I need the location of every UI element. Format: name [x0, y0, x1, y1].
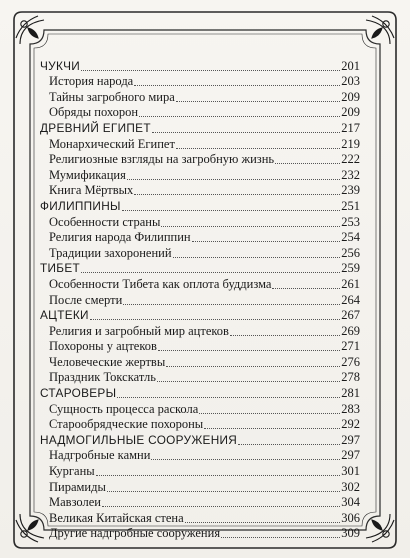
toc-entry-title: Старообрядческие похороны [49, 417, 204, 432]
toc-entry-title: Другие надгробные сооружения [49, 526, 221, 541]
toc-entry-title: Человеческие жертвы [49, 354, 166, 369]
toc-entry-title: Обряды похорон [49, 105, 139, 120]
toc-dot-leader [199, 413, 340, 414]
toc-dot-leader [161, 226, 340, 227]
toc-entry-row [40, 213, 360, 229]
toc-page-number: 297 [341, 432, 360, 447]
toc-entry-row [40, 509, 360, 525]
toc-section-title: ЧУКЧИ [40, 58, 81, 73]
toc-entry-title: Надгробные камни [49, 448, 151, 463]
toc-page-number: 269 [341, 323, 360, 338]
toc-page-number: 264 [341, 292, 360, 307]
toc-dot-leader [166, 366, 340, 367]
toc-page-number: 309 [341, 526, 360, 541]
toc-dot-leader [81, 70, 340, 71]
toc-entry-row [40, 166, 360, 182]
toc-entry-row [40, 244, 360, 260]
toc-dot-leader [152, 132, 340, 133]
toc-page-number: 239 [341, 183, 360, 198]
toc-dot-leader [107, 491, 340, 492]
toc-entry-title: Монархический Египет [49, 136, 175, 151]
toc-entry-title: Похороны у ацтеков [49, 339, 157, 354]
table-of-contents [40, 57, 360, 540]
toc-entry-title: Праздник Токскатль [49, 370, 156, 385]
toc-dot-leader [275, 163, 340, 164]
toc-dot-leader [122, 210, 340, 211]
toc-entry-row [40, 525, 360, 541]
toc-section-row [40, 307, 360, 323]
toc-page-number: 203 [341, 74, 360, 89]
toc-entry-row [40, 416, 360, 432]
toc-entry-row [40, 494, 360, 510]
toc-dot-leader [230, 335, 340, 336]
toc-entry-row [40, 462, 360, 478]
toc-page-number: 256 [341, 245, 360, 260]
toc-page-number: 253 [341, 214, 360, 229]
toc-page-number: 261 [341, 276, 360, 291]
toc-dot-leader [204, 428, 340, 429]
toc-page-number: 209 [341, 105, 360, 120]
toc-entry-title: Религия народа Филиппин [49, 230, 191, 245]
toc-dot-leader [96, 475, 341, 476]
toc-entry-row [40, 338, 360, 354]
toc-dot-leader [123, 304, 340, 305]
toc-entry-row [40, 322, 360, 338]
toc-dot-leader [176, 101, 340, 102]
toc-section-title: ТИБЕТ [40, 261, 81, 276]
toc-entry-row [40, 182, 360, 198]
toc-section-row [40, 384, 360, 400]
toc-section-row [40, 119, 360, 135]
toc-dot-leader [173, 257, 341, 258]
toc-dot-leader [117, 397, 340, 398]
toc-dot-leader [134, 85, 340, 86]
toc-page-number: 267 [341, 308, 360, 323]
toc-section-row [40, 57, 360, 73]
toc-entry-title: Мумификация [49, 167, 126, 182]
toc-dot-leader [139, 116, 340, 117]
toc-page-number: 301 [341, 464, 360, 479]
toc-page-number: 219 [341, 136, 360, 151]
toc-page-number: 259 [341, 261, 360, 276]
toc-page-number: 292 [341, 417, 360, 432]
toc-entry-row [40, 88, 360, 104]
toc-dot-leader [157, 381, 340, 382]
toc-entry-title: Традиции захоронений [49, 245, 172, 260]
toc-page-number: 209 [341, 89, 360, 104]
toc-entry-title: Сущность процесса раскола [49, 401, 199, 416]
toc-section-title: ДРЕВНИЙ ЕГИПЕТ [40, 120, 151, 135]
toc-entry-row [40, 104, 360, 120]
toc-entry-title: После смерти [49, 292, 123, 307]
toc-entry-row [40, 353, 360, 369]
toc-section-title: НАДМОГИЛЬНЫЕ СООРУЖЕНИЯ [40, 432, 238, 447]
toc-entry-row [40, 400, 360, 416]
toc-section-row [40, 260, 360, 276]
toc-entry-title: Особенности Тибета как оплота буддизма [49, 276, 272, 291]
toc-entry-row [40, 73, 360, 89]
toc-page-number: 297 [341, 448, 360, 463]
toc-page-number: 302 [341, 479, 360, 494]
toc-page-number: 222 [341, 152, 360, 167]
toc-page-number: 217 [341, 120, 360, 135]
toc-page-number: 276 [341, 354, 360, 369]
toc-dot-leader [127, 179, 340, 180]
toc-page-number: 232 [341, 167, 360, 182]
toc-entry-title: Курганы [49, 464, 95, 479]
toc-entry-row [40, 229, 360, 245]
toc-dot-leader [192, 241, 341, 242]
toc-entry-title: Религия и загробный мир ацтеков [49, 323, 229, 338]
toc-entry-row [40, 151, 360, 167]
toc-dot-leader [151, 459, 340, 460]
toc-entry-row [40, 369, 360, 385]
corner-ornament-top-right [366, 16, 394, 44]
toc-entry-title: Особенности страны [49, 214, 161, 229]
toc-dot-leader [158, 350, 340, 351]
toc-entry-title: Мавзолеи [49, 495, 101, 510]
toc-entry-title: Книга Мёртвых [49, 183, 134, 198]
toc-dot-leader [176, 148, 340, 149]
toc-entry-row [40, 291, 360, 307]
toc-page-number: 278 [341, 370, 360, 385]
toc-page-number: 283 [341, 401, 360, 416]
toc-dot-leader [90, 319, 340, 320]
toc-section-title: СТАРОВЕРЫ [40, 386, 117, 401]
toc-entry-title: Пирамиды [49, 479, 106, 494]
toc-entry-row [40, 275, 360, 291]
toc-page-number: 251 [341, 198, 360, 213]
toc-dot-leader [134, 194, 340, 195]
toc-entry-title: Религиозные взгляды на загробную жизнь [49, 152, 275, 167]
toc-entry-row [40, 447, 360, 463]
toc-page-number: 281 [341, 386, 360, 401]
toc-entry-title: Великая Китайская стена [49, 510, 184, 525]
toc-section-row [40, 431, 360, 447]
toc-dot-leader [221, 537, 340, 538]
toc-page-number: 254 [341, 230, 360, 245]
toc-entry-title: История народа [49, 74, 134, 89]
toc-dot-leader [272, 288, 340, 289]
toc-entry-row [40, 135, 360, 151]
toc-page-number: 306 [341, 510, 360, 525]
toc-page-number: 201 [341, 58, 360, 73]
toc-entry-title: Тайны загробного мира [49, 89, 175, 104]
toc-dot-leader [185, 522, 341, 523]
corner-ornament-top-left [16, 16, 44, 44]
toc-dot-leader [81, 272, 340, 273]
toc-section-title: ФИЛИППИНЫ [40, 198, 121, 213]
toc-section-row [40, 197, 360, 213]
toc-entry-row [40, 478, 360, 494]
toc-page-number: 304 [341, 495, 360, 510]
toc-dot-leader [238, 444, 340, 445]
toc-dot-leader [102, 506, 340, 507]
toc-section-title: АЦТЕКИ [40, 308, 89, 323]
toc-page-number: 271 [341, 339, 360, 354]
